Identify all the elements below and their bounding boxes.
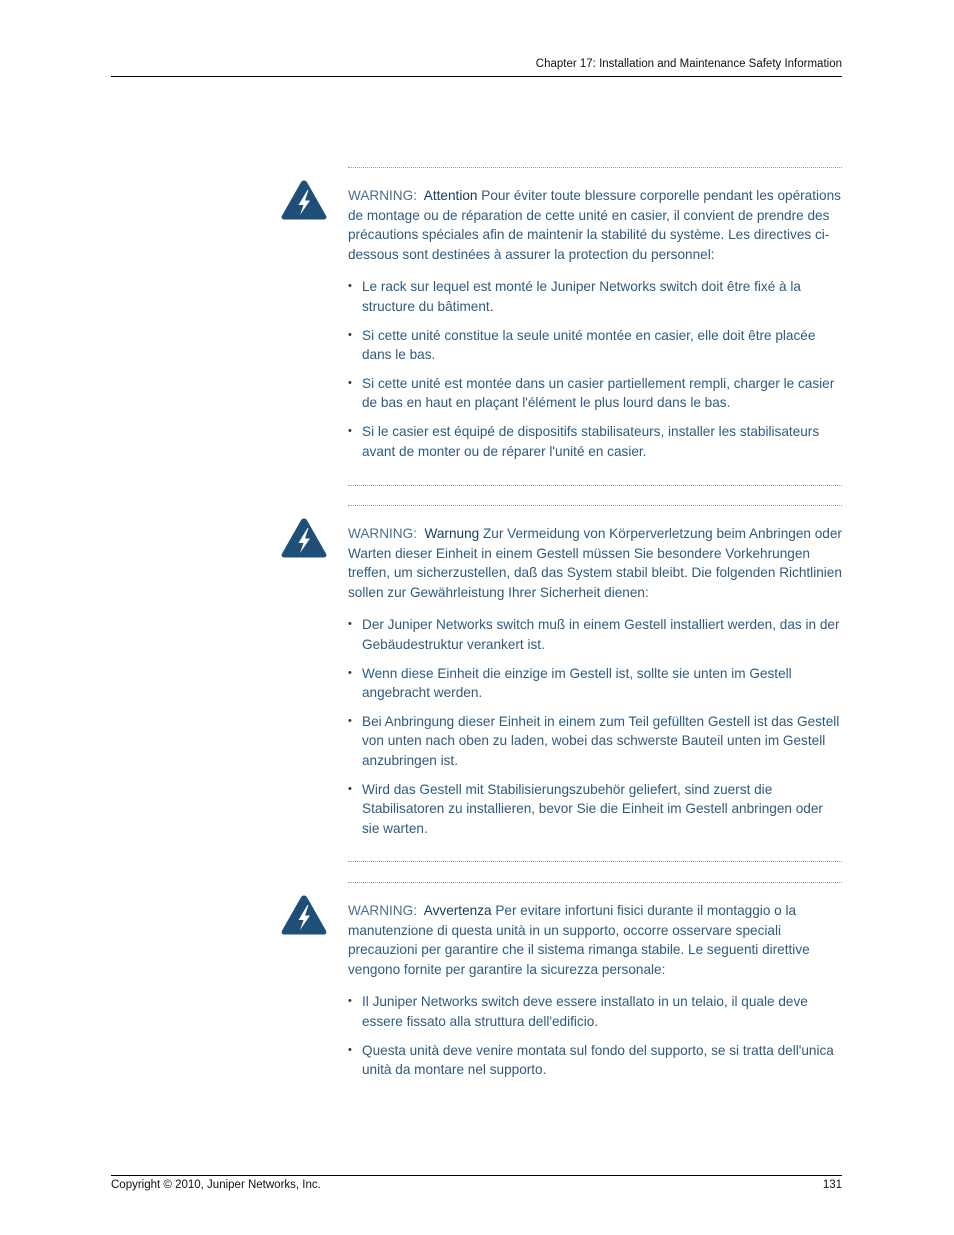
high-voltage-warning-icon: [280, 517, 328, 559]
page-number: 131: [822, 1179, 842, 1191]
top-dotted-rule: [348, 882, 842, 883]
bottom-dotted-rule: [348, 485, 842, 486]
warning-bullet-list: [348, 615, 842, 838]
top-dotted-rule: [348, 505, 842, 506]
warning-body: [348, 186, 842, 470]
list-item: • Der Juniper Networks switch muß in einem Gestell installiert werden, das in der Gebäudestruktur verankert ist.: [348, 617, 840, 652]
warning-body: [348, 524, 842, 847]
bottom-dotted-rule: [348, 861, 842, 862]
page-footer: [111, 1175, 842, 1191]
warning-lead-paragraph: [348, 524, 842, 602]
warning-block-italian: [280, 882, 842, 1082]
warning-label: WARNING:: [348, 526, 417, 541]
warning-lead-paragraph: [348, 186, 842, 264]
warning-bullet-list: [348, 277, 842, 461]
list-item: • Si cette unité constitue la seule unité montée en casier, elle doit être placée dans le bas.: [348, 327, 816, 363]
warning-body: [348, 901, 842, 1089]
high-voltage-warning-icon: [280, 179, 328, 221]
warning-keyword: Attention: [423, 188, 478, 203]
warning-text: Zur Vermeidung von Körperverletzung beim Anbringen oder Warten dieser Einheit in einem Gestell müssen Sie besondere Vorkehrungen treffen, um sicherzustellen, daß das System stabil bleibt. Die folgenden Richtlinien sollen zur Gewährleistung Ihrer Sicherheit dienen:: [348, 526, 842, 600]
top-dotted-rule: [348, 167, 842, 168]
list-item: • Le rack sur lequel est monté le Juniper Networks switch doit être fixé à la structure du bâtiment.: [348, 279, 801, 314]
warning-block-german: [280, 505, 842, 865]
warning-label: WARNING:: [348, 188, 417, 203]
warning-keyword: Warnung: [424, 526, 480, 541]
list-item: • Il Juniper Networks switch deve essere installato in un telaio, il quale deve essere fissato alla struttura dell'edificio.: [348, 994, 808, 1029]
list-item: • Questa unità deve venire montata sul fondo del supporto, se si tratta dell'unica unità da montare nel supporto.: [348, 1042, 834, 1078]
warning-bullet-list: [348, 992, 842, 1079]
warning-keyword: Avvertenza: [423, 903, 492, 918]
high-voltage-warning-icon: [280, 894, 328, 936]
page-header: [111, 57, 842, 77]
warning-lead-paragraph: [348, 901, 842, 979]
warning-text: Pour éviter toute blessure corporelle pendant les opérations de montage ou de réparation de cette unité en casier, il convient de prendre des précautions spéciales afin de maintenir la stabilité du système. Les directives ci-dessous sont destinées à assurer la protection du personnel:: [348, 188, 841, 262]
warning-block-french: [280, 167, 842, 487]
list-item: • Wird das Gestell mit Stabilisierungszubehör geliefert, sind zuerst die Stabilisatoren zu installieren, bevor Sie die Einheit im Gestell anbringen oder sie warten.: [348, 781, 823, 836]
chapter-title: Chapter 17: Installation and Maintenance Safety Information: [535, 58, 842, 70]
list-item: • Wenn diese Einheit die einzige im Gestell ist, sollte sie unten im Gestell angebracht werden.: [348, 665, 792, 701]
warning-text: Per evitare infortuni fisici durante il montaggio o la manutenzione di questa unità in un supporto, occorre osservare speciali precauzioni per garantire che il sistema rimanga stabile. Le seguenti direttive vengono fornite per garantire la sicurezza personale:: [348, 903, 810, 977]
warning-label: WARNING:: [348, 903, 417, 918]
copyright-notice: Copyright © 2010, Juniper Networks, Inc.: [111, 1179, 321, 1191]
list-item: • Bei Anbringung dieser Einheit in einem zum Teil gefüllten Gestell ist das Gestell von unten nach oben zu laden, wobei das schwerste Bauteil unten im Gestell anzubringen ist.: [348, 713, 840, 768]
list-item: • Si le casier est équipé de dispositifs stabilisateurs, installer les stabilisateurs avant de monter ou de réparer l'unité en casier.: [348, 423, 820, 459]
list-item: • Si cette unité est montée dans un casier partiellement rempli, charger le casier de bas en haut en plaçant l'élément le plus lourd dans le bas.: [348, 375, 835, 411]
